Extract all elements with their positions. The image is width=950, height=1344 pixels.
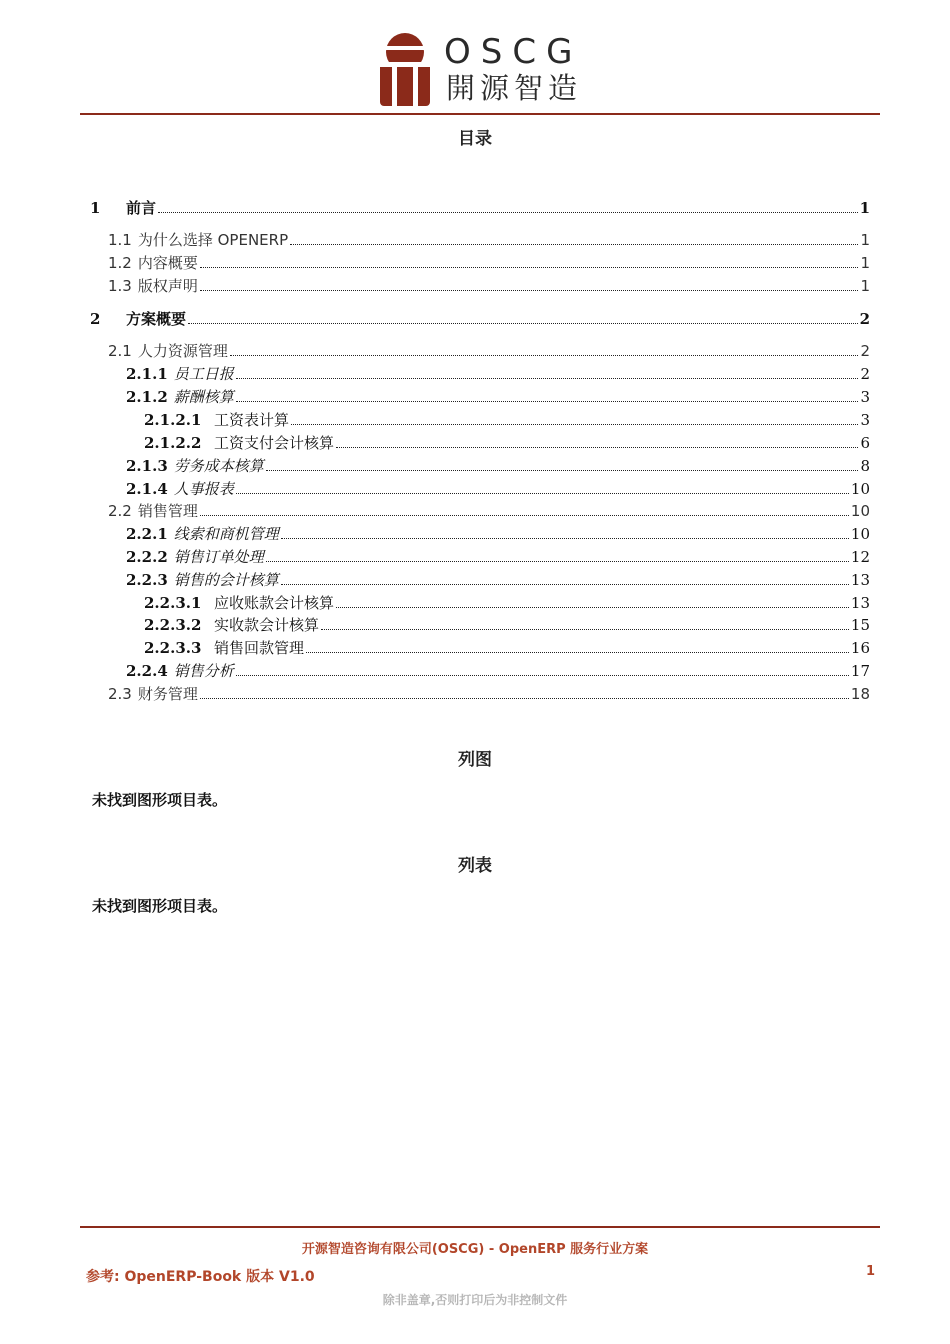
toc-entry-page: 1 xyxy=(860,254,870,272)
toc-leader-dots xyxy=(266,470,859,471)
toc-entry[interactable] xyxy=(90,570,870,590)
logo-cjk-text: 開源智造 xyxy=(446,71,583,105)
footer-company: 开源智造咨询有限公司(OSCG) - OpenERP 服务行业方案 xyxy=(301,1242,649,1257)
toc-leader-dots xyxy=(236,401,859,402)
figures-empty-note: 未找到图形项目表。 xyxy=(92,791,228,809)
page-number: 1 xyxy=(866,1264,876,1279)
toc-entry-page: 17 xyxy=(850,662,870,680)
tables-title: 列表 xyxy=(458,856,492,876)
toc-entry-label: 为什么选择 OPENERP xyxy=(137,231,289,249)
toc-entry-page: 2 xyxy=(859,310,870,328)
toc-entry-number: 2.1 xyxy=(108,342,132,360)
toc-entry[interactable] xyxy=(90,387,870,407)
toc-entry[interactable] xyxy=(90,501,870,521)
toc-entry-number: 2.2.1 xyxy=(126,525,168,543)
toc-entry-number: 2.1.2.1 xyxy=(144,411,202,429)
toc-leader-dots xyxy=(236,378,859,379)
toc-entry-number: 1.3 xyxy=(108,277,132,295)
toc-entry-page: 10 xyxy=(850,525,870,543)
toc-entry[interactable] xyxy=(90,684,870,704)
toc-entry-page: 12 xyxy=(850,548,870,566)
toc-entry-label: 应收账款会计核算 xyxy=(214,594,335,612)
toc-entry-label: 员工日报 xyxy=(173,365,234,383)
toc-entry[interactable] xyxy=(90,364,870,384)
toc-entry-page: 6 xyxy=(860,434,870,452)
toc-entry-label: 劳务成本核算 xyxy=(173,457,264,475)
footer-notice: 除非盖章,否则打印后为非控制文件 xyxy=(382,1293,568,1307)
toc-leader-dots xyxy=(200,515,849,516)
toc-leader-dots xyxy=(290,244,858,245)
toc-entry-number: 2.3 xyxy=(108,685,132,703)
toc-entry-page: 10 xyxy=(850,502,870,520)
toc-entry-label: 线索和商机管理 xyxy=(173,525,279,543)
toc-entry[interactable] xyxy=(90,524,870,544)
toc-entry-label: 前言 xyxy=(126,199,157,217)
toc-leader-dots xyxy=(291,424,858,425)
toc-leader-dots xyxy=(281,584,849,585)
toc-entry-number: 2.2.4 xyxy=(126,662,168,680)
toc-entry-page: 1 xyxy=(860,277,870,295)
toc-entry-number: 2.2.3.1 xyxy=(144,594,202,612)
toc-entry[interactable] xyxy=(90,230,870,250)
toc-entry-number: 2.2.2 xyxy=(126,548,168,566)
toc-entry[interactable] xyxy=(90,198,870,218)
toc-entry-number: 2 xyxy=(90,310,101,328)
toc-leader-dots xyxy=(306,652,849,653)
toc-entry-page: 8 xyxy=(860,457,870,475)
footer-divider xyxy=(80,1226,880,1228)
toc-entry[interactable] xyxy=(90,276,870,296)
toc-entry[interactable] xyxy=(90,593,870,613)
toc-leader-dots xyxy=(236,493,849,494)
toc-entry-label: 方案概要 xyxy=(126,310,187,328)
toc-entry[interactable] xyxy=(90,547,870,567)
toc-leader-dots xyxy=(200,698,849,699)
toc-entry-label: 财务管理 xyxy=(137,685,198,703)
header-divider xyxy=(80,113,880,115)
toc-entry-label: 工资表计算 xyxy=(214,411,290,429)
toc-entry-label: 实收款会计核算 xyxy=(214,616,320,634)
toc-entry-number: 1.2 xyxy=(108,254,132,272)
toc-entry-label: 人事报表 xyxy=(173,480,234,498)
toc-entry-number: 2.1.2 xyxy=(126,388,168,406)
toc-entry-number: 2.2.3.2 xyxy=(144,616,202,634)
toc-entry[interactable] xyxy=(90,661,870,681)
toc-leader-dots xyxy=(236,675,849,676)
toc-leader-dots xyxy=(200,290,859,291)
toc-entry[interactable] xyxy=(90,410,870,430)
toc-leader-dots xyxy=(158,212,858,213)
toc-entry-number: 2.1.3 xyxy=(126,457,168,475)
toc-entry-label: 人力资源管理 xyxy=(137,342,228,360)
toc-entry-number: 2.1.2.2 xyxy=(144,434,202,452)
toc-entry[interactable] xyxy=(90,615,870,635)
toc-entry-page: 2 xyxy=(860,365,870,383)
toc-entry[interactable] xyxy=(90,479,870,499)
toc-entry[interactable] xyxy=(90,341,870,361)
toc-entry-number: 2.1.1 xyxy=(126,365,168,383)
toc-leader-dots xyxy=(266,561,849,562)
toc-entry[interactable] xyxy=(90,253,870,273)
toc-entry-label: 销售订单处理 xyxy=(173,548,264,566)
toc-leader-dots xyxy=(230,355,859,356)
toc-leader-dots xyxy=(321,629,849,630)
toc-title: 目录 xyxy=(458,129,492,149)
toc-entry-page: 2 xyxy=(860,342,870,360)
toc-entry-label: 薪酬核算 xyxy=(173,388,234,406)
toc-entry[interactable] xyxy=(90,309,870,329)
oscg-logo-mark-icon xyxy=(380,32,430,106)
toc-entry-page: 13 xyxy=(850,571,870,589)
toc-entry-number: 2.2.3 xyxy=(126,571,168,589)
toc-leader-dots xyxy=(336,447,858,448)
toc-leader-dots xyxy=(281,538,849,539)
oscg-logo xyxy=(380,32,590,108)
toc-entry-page: 1 xyxy=(860,231,870,249)
toc-entry-page: 16 xyxy=(850,639,870,657)
toc-entry-page: 1 xyxy=(859,199,870,217)
toc-entry[interactable] xyxy=(90,638,870,658)
toc-entry-number: 2.2.3.3 xyxy=(144,639,202,657)
figures-title: 列图 xyxy=(458,750,492,770)
toc-entry-label: 销售的会计核算 xyxy=(173,571,279,589)
toc-leader-dots xyxy=(200,267,859,268)
toc-entry-number: 2.1.4 xyxy=(126,480,168,498)
toc-entry-label: 销售分析 xyxy=(173,662,234,680)
tables-empty-note: 未找到图形项目表。 xyxy=(92,897,228,915)
footer-reference: 参考: OpenERP-Book 版本 V1.0 xyxy=(86,1269,315,1285)
toc-entry[interactable] xyxy=(90,433,870,453)
toc-entry-label: 销售管理 xyxy=(137,502,198,520)
toc-entry-page: 3 xyxy=(860,411,870,429)
toc-entry-label: 内容概要 xyxy=(137,254,198,272)
toc-entry-page: 18 xyxy=(850,685,870,703)
toc-entry-page: 10 xyxy=(850,480,870,498)
toc-entry[interactable] xyxy=(90,456,870,476)
toc-entry-number: 1 xyxy=(90,199,101,217)
toc-entry-label: 版权声明 xyxy=(137,277,198,295)
toc-entry-page: 15 xyxy=(850,616,870,634)
toc-entry-label: 工资支付会计核算 xyxy=(214,434,335,452)
toc-entry-label: 销售回款管理 xyxy=(214,639,305,657)
toc-entry-number: 1.1 xyxy=(108,231,132,249)
toc-entry-number: 2.2 xyxy=(108,502,132,520)
toc-leader-dots xyxy=(188,323,858,324)
toc-leader-dots xyxy=(336,607,849,608)
toc-entry-page: 13 xyxy=(850,594,870,612)
logo-latin-text: OSCG xyxy=(444,32,583,72)
toc-entry-page: 3 xyxy=(860,388,870,406)
